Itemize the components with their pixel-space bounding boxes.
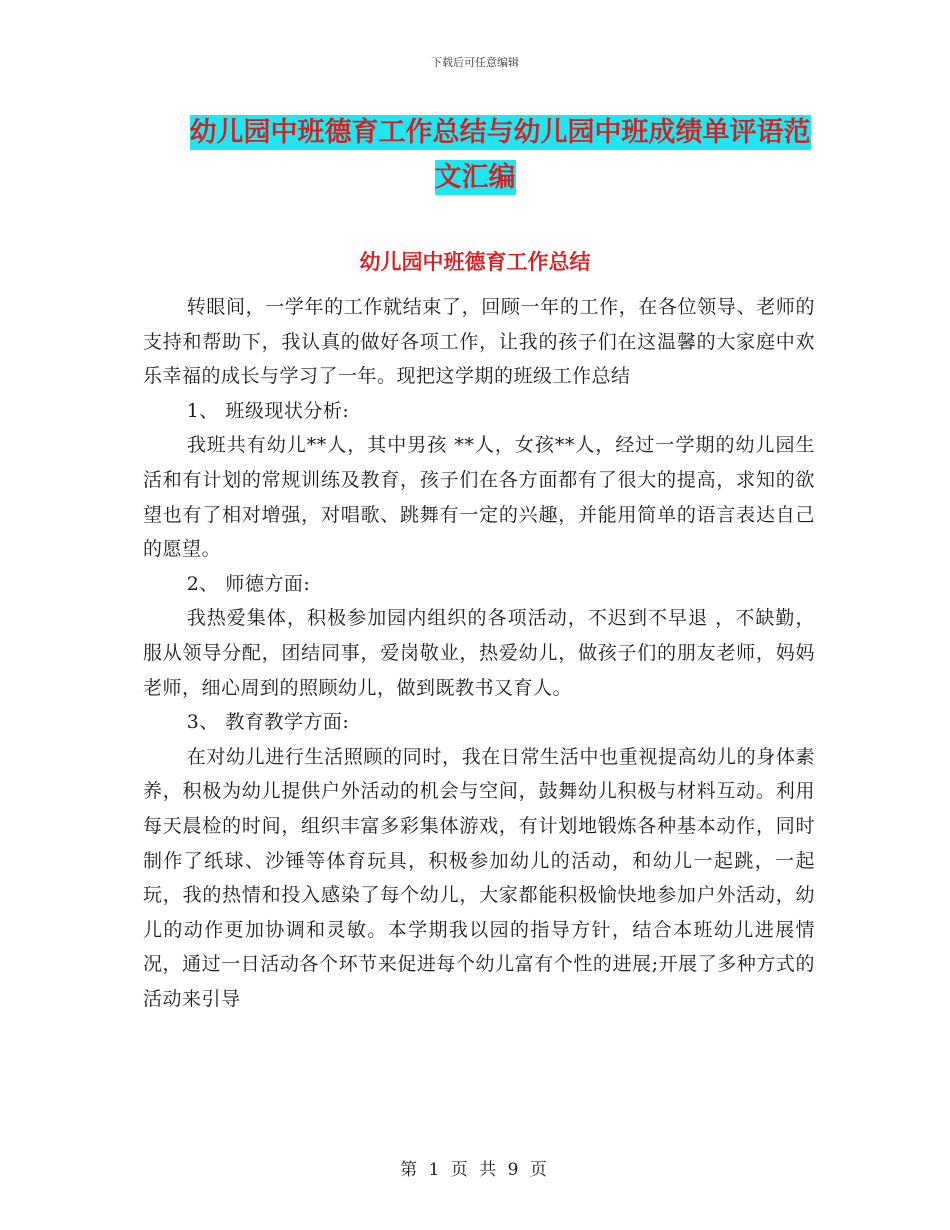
section-title: 幼儿园中班德育工作总结 (359, 250, 591, 274)
paragraph-intro: 转眼间，一学年的工作就结束了，回顾一年的工作，在各位领导、老师的支持和帮助下，我认真的做好各项工作，让我的孩子们在这温馨的大家庭中欢乐幸福的成长与学习了一年。现把这学期的班级工作总结 (143, 296, 815, 388)
heading-teacher-ethics: 2、 师德方面: (186, 572, 311, 595)
document-title (0, 110, 950, 200)
paragraph-teaching: 在对幼儿进行生活照顾的同时，我在日常生活中也重视提高幼儿的身体素养，积极为幼儿提供户外活动的机会与空间，鼓舞幼儿积极与材料互动。利用每天晨检的时间，组织丰富多彩集体游戏，有计划地锻炼各种基本动作，同时制作了纸球、沙锤等体育玩具，积极参加幼儿的活动，和幼儿一起跳，一起玩，我的热情和投入感染了每个幼儿，大家都能积极愉快地参加户外活动，幼儿的动作更加协调和灵敏。本学期我以园的指导方针，结合本班幼儿进展情况，通过一日活动各个环节来促进每个幼儿富有个性的进展;开展了多种方式的活动来引导 (143, 745, 815, 1010)
heading-class-status: 1、 班级现状分析: (186, 399, 350, 422)
page-footer: 第 1 页 共 9 页 (400, 1160, 550, 1180)
document-body (143, 290, 815, 1016)
paragraph-class-status: 我班共有幼儿**人，其中男孩 **人，女孩**人，经过一学期的幼儿园生活和有计划的常规训练及教育，孩子们在各方面都有了很大的提高，求知的欲望也有了相对增强，对唱歌、跳舞有一定的兴趣，并能用简单的语言表达自己的愿望。 (143, 434, 815, 561)
title-line-1: 幼儿园中班德育工作总结与幼儿园中班成绩单评语范 (189, 117, 811, 148)
paragraph-teacher-ethics: 我热爱集体，积极参加园内组织的各项活动，不迟到不早退 ，不缺勤，服从领导分配，团结同事，爱岗敬业，热爱幼儿，做孩子们的朋友老师，妈妈老师，细心周到的照顾幼儿，做到既教书又育人。 (143, 607, 815, 699)
heading-teaching: 3、 教育教学方面: (186, 711, 350, 734)
header-note: 下载后可任意编辑 (431, 56, 519, 69)
title-line-2: 文汇编 (434, 162, 516, 193)
